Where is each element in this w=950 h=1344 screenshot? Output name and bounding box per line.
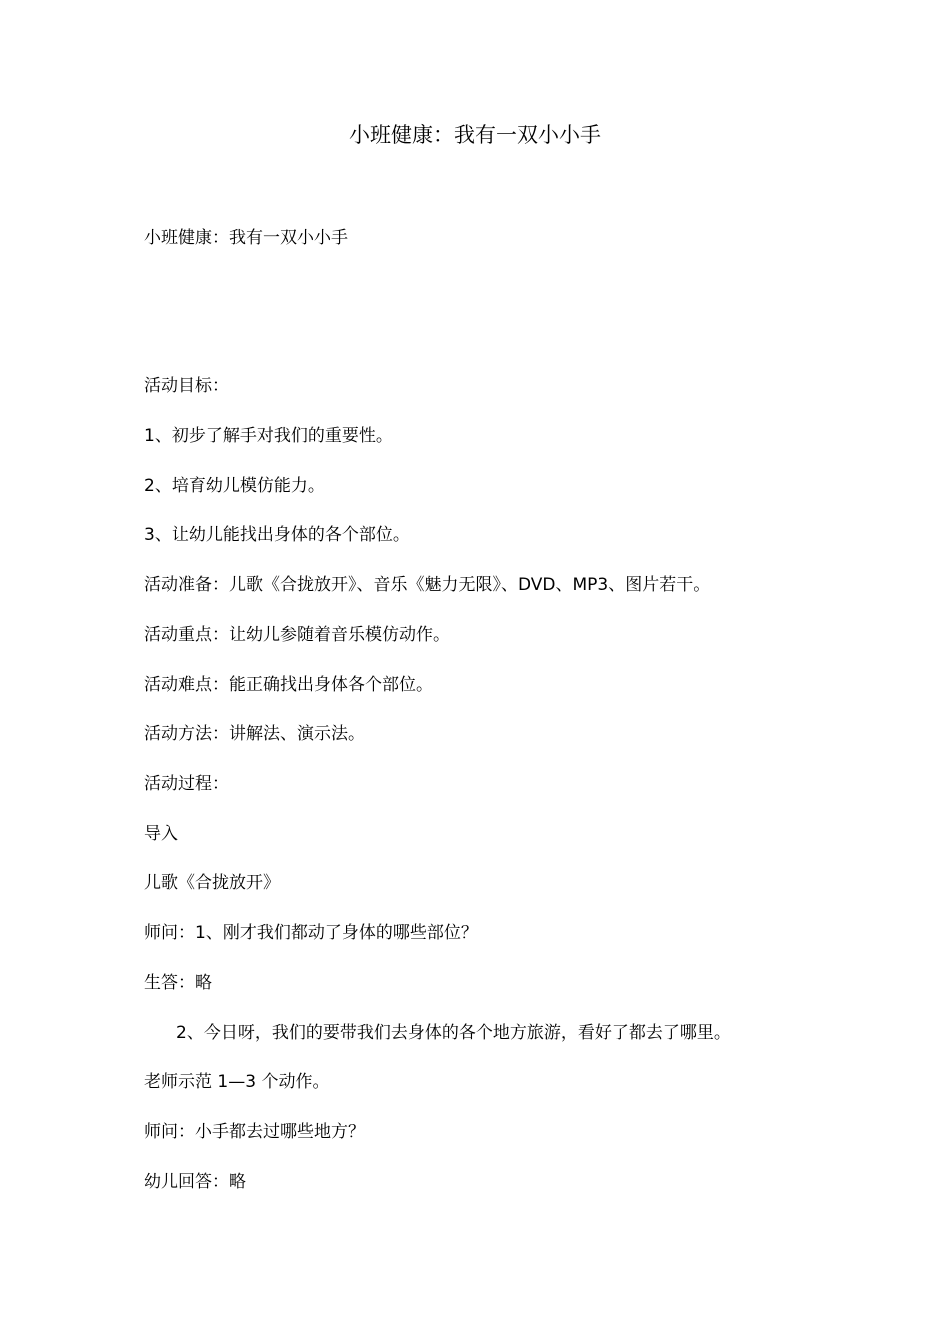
paragraph-goal-3: 3、让幼儿能找出身体的各个部位。 xyxy=(144,525,410,545)
paragraph-difficulty: 活动难点：能正确找出身体各个部位。 xyxy=(144,675,433,695)
paragraph-goal-1: 1、初步了解手对我们的重要性。 xyxy=(144,426,393,446)
paragraph-student-answer: 生答：略 xyxy=(144,973,212,993)
paragraph-child-answer: 幼儿回答：略 xyxy=(144,1172,246,1192)
paragraph-teacher-question-2: 2、今日呀，我们的要带我们去身体的各个地方旅游，看好了都去了哪里。 xyxy=(176,1023,731,1043)
document-subtitle: 小班健康：我有一双小小手 xyxy=(144,228,348,248)
paragraph-preparation: 活动准备：儿歌《合拢放开》、音乐《魅力无限》、DVD、MP3、图片若干。 xyxy=(144,575,711,595)
paragraph-teacher-demo: 老师示范 1—3 个动作。 xyxy=(144,1072,330,1092)
paragraph-song: 儿歌《合拢放开》 xyxy=(144,873,280,893)
paragraph-teacher-question-1: 师问：1、刚才我们都动了身体的哪些部位？ xyxy=(144,923,478,943)
paragraph-method: 活动方法：讲解法、演示法。 xyxy=(144,724,365,744)
paragraph-key-point: 活动重点：让幼儿参随着音乐模仿动作。 xyxy=(144,625,450,645)
paragraph-goal-2: 2、培育幼儿模仿能力。 xyxy=(144,476,325,496)
paragraph-teacher-question-3: 师问：小手都去过哪些地方？ xyxy=(144,1122,365,1142)
document-title: 小班健康：我有一双小小手 xyxy=(349,123,601,147)
paragraph-introduction: 导入 xyxy=(144,824,178,844)
paragraph-process-heading: 活动过程： xyxy=(144,774,229,794)
paragraph-activity-goals-heading: 活动目标： xyxy=(144,376,229,396)
